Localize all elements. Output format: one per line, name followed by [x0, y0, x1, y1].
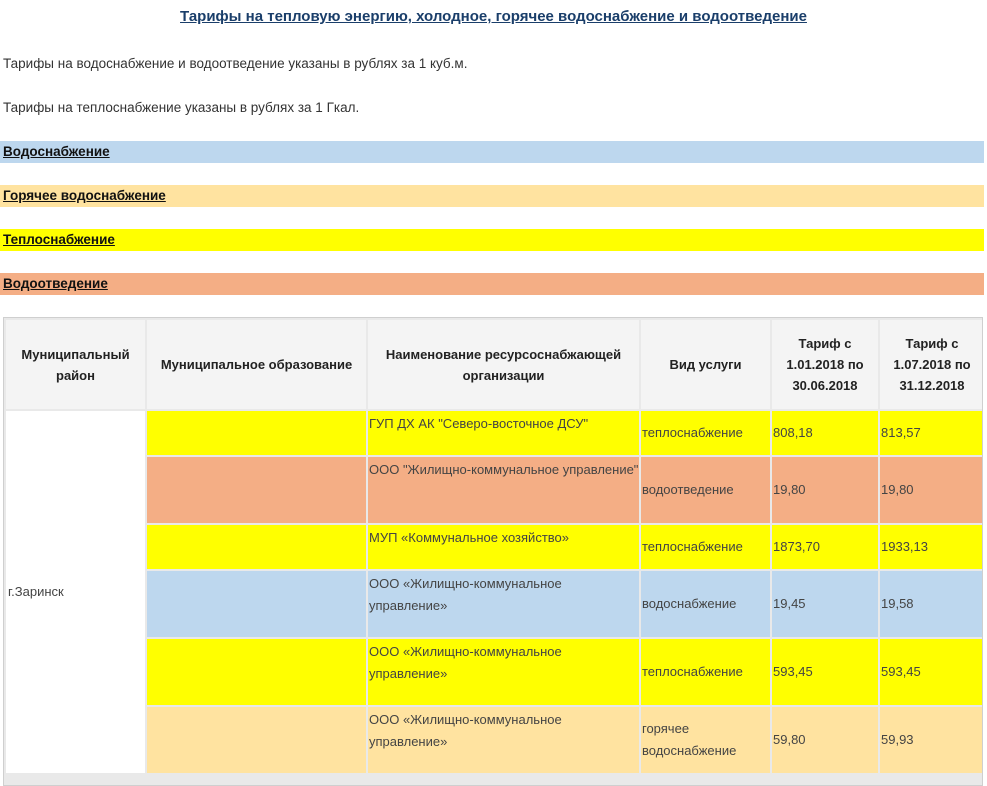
table-row: [6, 571, 983, 637]
table-row: [6, 639, 983, 705]
header-tariff-h1: Тариф с 1.01.2018 по 30.06.2018: [772, 320, 878, 409]
table-row: [6, 525, 983, 569]
municipality-cell: [147, 457, 366, 523]
service-cell: теплоснабжение: [641, 525, 770, 569]
tariff-h2-cell: 1933,13: [880, 525, 983, 569]
municipality-cell: [147, 639, 366, 705]
municipality-cell: [147, 525, 366, 569]
category-heat-supply[interactable]: [0, 229, 984, 251]
header-organization: Наименование ресурсоснабжающей организации: [368, 320, 639, 409]
organization-cell: ООО «Жилищно-коммунальное управление»: [368, 639, 639, 705]
municipality-cell: [147, 411, 366, 455]
tariff-h2-cell: 813,57: [880, 411, 983, 455]
header-district: Муниципальный район: [6, 320, 145, 409]
organization-cell: ООО "Жилищно-коммунальное управление": [368, 457, 639, 523]
tariff-h1-cell: 1873,70: [772, 525, 878, 569]
header-service: Вид услуги: [641, 320, 770, 409]
tariff-table-container: [3, 317, 983, 786]
table-header-row: [6, 320, 983, 409]
category-water-supply[interactable]: [0, 141, 984, 163]
table-row: [6, 411, 983, 455]
category-sewerage[interactable]: [0, 273, 984, 295]
header-tariff-h2: Тариф с 1.07.2018 по 31.12.2018: [880, 320, 983, 409]
category-water-supply-link[interactable]: Водоснабжение: [3, 144, 110, 159]
table-row: [6, 457, 983, 523]
category-heat-supply-link[interactable]: Теплоснабжение: [3, 232, 115, 247]
tariff-table: [4, 318, 983, 775]
tariff-h2-cell: 19,80: [880, 457, 983, 523]
organization-cell: МУП «Коммунальное хозяйство»: [368, 525, 639, 569]
tariff-h1-cell: 19,80: [772, 457, 878, 523]
units-note-water: Тарифы на водоснабжение и водоотведение указаны в рублях за 1 куб.м.: [3, 56, 468, 71]
category-sewerage-link[interactable]: Водоотведение: [3, 276, 108, 291]
tariff-h1-cell: 59,80: [772, 707, 878, 773]
service-cell: теплоснабжение: [641, 639, 770, 705]
service-cell: горячее водоснабжение: [641, 707, 770, 773]
tariff-h2-cell: 59,93: [880, 707, 983, 773]
header-municipality: Муниципальное образование: [147, 320, 366, 409]
tariff-h1-cell: 808,18: [772, 411, 878, 455]
page-title[interactable]: Тарифы на тепловую энергию, холодное, горячее водоснабжение и водоотведение: [180, 8, 807, 25]
tariff-h2-cell: 593,45: [880, 639, 983, 705]
service-cell: водоотведение: [641, 457, 770, 523]
tariff-h1-cell: 593,45: [772, 639, 878, 705]
category-hot-water[interactable]: [0, 185, 984, 207]
organization-cell: ООО «Жилищно-коммунальное управление»: [368, 707, 639, 773]
units-note-heat: Тарифы на теплоснабжение указаны в рублях за 1 Гкал.: [3, 100, 360, 115]
tariff-h1-cell: 19,45: [772, 571, 878, 637]
municipality-cell: [147, 707, 366, 773]
organization-cell: ГУП ДХ АК "Северо-восточное ДСУ": [368, 411, 639, 455]
district-cell: г.Заринск: [6, 411, 145, 773]
service-cell: водоснабжение: [641, 571, 770, 637]
table-row: [6, 707, 983, 773]
service-cell: теплоснабжение: [641, 411, 770, 455]
organization-cell: ООО «Жилищно-коммунальное управление»: [368, 571, 639, 637]
category-hot-water-link[interactable]: Горячее водоснабжение: [3, 188, 166, 203]
tariff-h2-cell: 19,58: [880, 571, 983, 637]
municipality-cell: [147, 571, 366, 637]
